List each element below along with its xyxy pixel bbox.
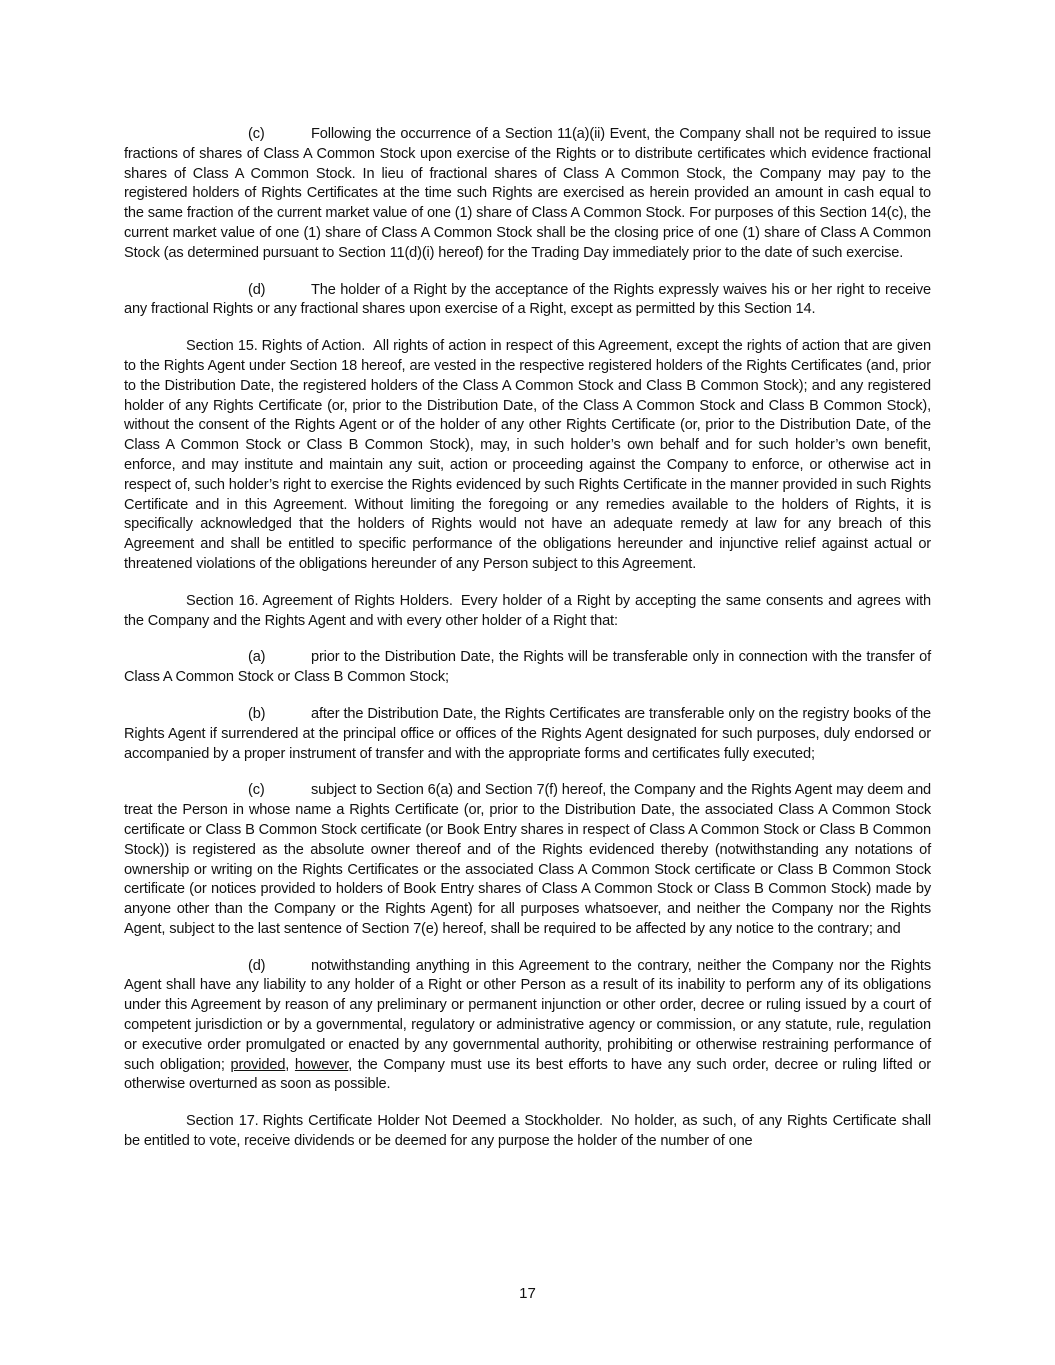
paragraph-14d	[124, 281, 931, 321]
provided-term: provided	[230, 1056, 286, 1073]
paragraph-14c	[124, 125, 931, 264]
clause-label: (a)	[248, 649, 266, 666]
paragraph-16c	[124, 781, 931, 939]
paragraph-16d	[124, 957, 931, 1096]
section-heading: Rights Certificate Holder Not Deemed a Stockholder.	[262, 1113, 603, 1130]
paragraph-text: prior to the Distribution Date, the Rights will be transferable only in connection with the transfer of Class A Common Stock or Class B Common Stock;	[124, 649, 931, 686]
separator-text: ,	[285, 1056, 295, 1073]
clause-label: (d)	[248, 957, 266, 974]
section-text: All rights of action in respect of this Agreement, except the rights of action that are given to the Rights Agent under Section 18 hereof, are vested in the respective registered holders of the Rights Certificates (and, prior to the Distribution Date, the registered holders of the Class A Common Stock and Class B Common Stock); and any registered holder of any Rights Certificate (or, prior to the Distribution Date, of the Class A Common Stock and Class B Common Stock), without the consent of the Rights Agent or of the holder of any other Rights Certificate (or, prior to the Distribution Date, of the Class A Common Stock or Class B Common Stock), may, in such holder’s own behalf and for such holder’s own benefit, enforce, and may institute and maintain any suit, action or proceeding against the Company to enforce, or otherwise act in respect of, such holder’s right to exercise the Rights evidenced by such Rights Certificate in the manner provided in such Rights Certificate and in this Agreement. Without limiting the foregoing or any remedies available to the holders of Rights, it is specifically acknowledged that the holders of Rights would not have an adequate remedy at law for any breach of this Agreement and shall be entitled to specific performance of the obligations hereunder and injunctive relief against actual or threatened violations of the obligations hereunder of any Person subject to this Agreement.	[124, 338, 931, 572]
section-heading: Rights of Action.	[261, 338, 366, 355]
paragraph-16a	[124, 648, 931, 688]
paragraph-text: Following the occurrence of a Section 11(a)(ii) Event, the Company shall not be required to issue fractions of shares of Class A Common Stock upon exercise of the Rights or to distribute certificates which evidence fractional shares of Class A Common Stock. In lieu of fractional shares of Class A Common Stock, the Company may pay to the registered holders of Rights Certificates at the time such Rights are exercised as herein provided an amount in cash equal to the same fraction of the current market value of one (1) share of Class A Common Stock. For purposes of this Section 14(c), the current market value of one (1) share of Class A Common Stock shall be the closing price of one (1) share of Class A Common Stock (as determined pursuant to Section 11(d)(i) hereof) for the Trading Day immediately prior to the date of such exercise.	[124, 126, 931, 261]
paragraph-text: after the Distribution Date, the Rights Certificates are transferable only on the registry books of the Rights Agent if surrendered at the principal office or offices of the Rights Agent designated for such purposes, duly endorsed or accompanied by a proper instrument of transfer and with the appropriate forms and certificates fully executed;	[124, 705, 931, 762]
page-number: 17	[519, 1285, 536, 1302]
paragraph-text: notwithstanding anything in this Agreement to the contrary, neither the Company nor the Rights Agent shall have any liability to any holder of a Right or other Person as a result of its inability to perform any of its obligations under this Agreement by reason of any preliminary or permanent injunction or other order, decree or ruling issued by a court of competent jurisdiction or by a governmental, regulatory or administrative agency or commission, or any statute, rule, regulation or executive order promulgated or enacted by any governmental authority, prohibiting or otherwise restraining performance of such obligation;	[124, 957, 931, 1073]
document-body	[124, 125, 931, 1169]
section-17	[124, 1112, 931, 1152]
paragraph-text-end: , the Company must use its best efforts to have any such order, decree or ruling lifted or otherwise overturned as soon as possible.	[124, 1056, 932, 1093]
however-term: however	[294, 1056, 349, 1073]
clause-label: (d)	[248, 281, 266, 298]
section-number: Section 16.	[186, 592, 259, 609]
section-text: No holder, as such, of any Rights Certificate shall be entitled to vote, receive dividends or be deemed for any purpose the holder of the number of one	[124, 1113, 932, 1150]
paragraph-text: The holder of a Right by the acceptance of the Rights expressly waives his or her right to receive any fractional Rights or any fractional shares upon exercise of a Right, except as permitted by this Section 14.	[124, 281, 931, 318]
section-16	[124, 592, 931, 632]
clause-label: (c)	[248, 126, 265, 142]
paragraph-text: subject to Section 6(a) and Section 7(f) hereof, the Company and the Rights Agent may deem and treat the Person in whose name a Rights Certificate (or, prior to the Distribution Date, the associated Class A Common Stock certificate or Class B Common Stock certificate (or Book Entry shares in respect of Class A Common Stock or Class B Common Stock)) is registered as the absolute owner thereof and of the Rights evidenced thereby (notwithstanding any notations of ownership or writing on the Rights Certificates or the associated Class A Common Stock certificate or Class B Common Stock certificate (or notices provided to holders of Book Entry shares of Class A Common Stock or Class B Common Stock) made by anyone other than the Company or the Rights Agent) for all purposes whatsoever, and neither the Company nor the Rights Agent, subject to the last sentence of Section 7(e) hereof, shall be required to be affected by any notice to the contrary; and	[124, 782, 931, 937]
clause-label: (b)	[248, 705, 266, 722]
section-text: Every holder of a Right by accepting the same consents and agrees with the Company and the Rights Agent and with every other holder of a Right that:	[124, 592, 931, 629]
paragraph-16b	[124, 705, 931, 764]
section-number: Section 15.	[186, 338, 258, 355]
clause-label: (c)	[248, 782, 265, 799]
section-15	[124, 337, 931, 575]
section-number: Section 17.	[186, 1113, 259, 1130]
section-heading: Agreement of Rights Holders.	[262, 592, 453, 609]
